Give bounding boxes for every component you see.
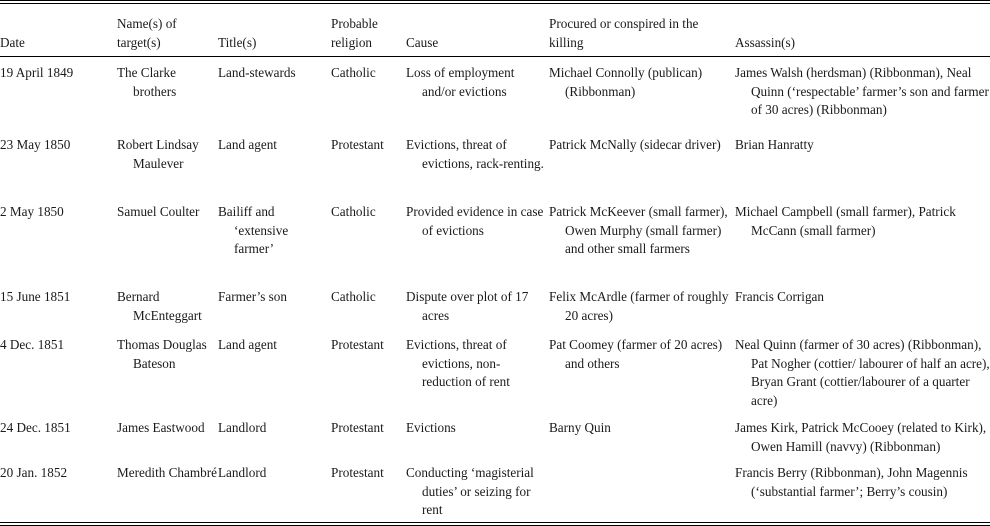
cell-date: 2 May 1850: [0, 204, 64, 219]
header-assassins: Assassin(s): [735, 34, 796, 50]
cell-religion: Protestant: [331, 420, 384, 435]
cell-target: James Eastwood: [117, 420, 205, 435]
cell-date: 23 May 1850: [0, 137, 71, 152]
header-religion: Probable religion: [331, 16, 378, 50]
header-targets: Name(s) of target(s): [117, 16, 177, 50]
table-row: [0, 411, 990, 456]
cell-date: 4 Dec. 1851: [0, 337, 65, 352]
top-double-rule-1: [0, 0, 990, 1]
cell-religion: Catholic: [331, 204, 376, 219]
cell-cause: Conducting ‘magisterial duties’ or seizing for rent: [406, 465, 534, 517]
cell-procured: Pat Coomey (farmer of 20 acres) and others: [549, 337, 723, 371]
cell-title: Land-stewards: [218, 65, 296, 80]
top-double-rule-2: [0, 3, 990, 4]
header-procured: Procured or conspired in the killing: [549, 16, 699, 50]
cell-target: Meredith Chambré: [117, 465, 217, 480]
cell-target: Bernard McEnteggart: [117, 289, 202, 323]
cell-procured: [549, 456, 735, 520]
cell-date: 19 April 1849: [0, 65, 74, 80]
header-cause: Cause: [406, 34, 439, 50]
cell-assassins: Francis Corrigan: [735, 289, 824, 304]
cell-religion: Protestant: [331, 337, 384, 352]
header-date: Date: [0, 34, 25, 50]
cell-target: The Clarke brothers: [117, 65, 177, 99]
table-row: [0, 456, 990, 520]
bottom-double-rule-1: [0, 522, 990, 523]
cell-title: Bailiff and ‘extensive farmer’: [218, 204, 289, 256]
cell-assassins: Michael Campbell (small farmer), Patrick McCann (small farmer): [735, 204, 956, 238]
cell-assassins: James Walsh (herdsman) (Ribbonman), Neal Quinn (‘respectable’ farmer’s son and farmer of 30 acres) (Ribbonman): [735, 65, 989, 117]
cell-religion: Protestant: [331, 137, 384, 152]
cell-target: Samuel Coulter: [117, 204, 200, 219]
cell-cause: Evictions: [406, 420, 456, 435]
cell-title: Land agent: [218, 337, 277, 352]
cell-date: 20 Jan. 1852: [0, 465, 68, 480]
cell-cause: Evictions, threat of evictions, non-reduction of rent: [406, 337, 510, 389]
cell-cause: Dispute over plot of 17 acres: [406, 289, 529, 323]
cell-religion: Catholic: [331, 289, 376, 304]
cell-date: 24 Dec. 1851: [0, 420, 71, 435]
cell-cause: Provided evidence in case of evictions: [406, 204, 544, 238]
table-row: [0, 56, 990, 128]
assassinations-table: [0, 6, 990, 520]
cell-procured: Patrick McKeever (small farmer), Owen Murphy (small farmer) and other small farmers: [549, 204, 728, 256]
cell-assassins: Francis Berry (Ribbonman), John Magennis (‘substantial farmer’; Berry’s cousin): [735, 465, 968, 499]
cell-cause: Loss of employment and/or evictions: [406, 65, 515, 99]
cell-procured: Michael Connolly (publican) (Ribbonman): [549, 65, 703, 99]
cell-title: Landlord: [218, 465, 267, 480]
cell-target: Robert Lindsay Maulever: [117, 137, 199, 171]
cell-procured: Patrick McNally (sidecar driver): [549, 137, 721, 152]
cell-date: 15 June 1851: [0, 289, 71, 304]
cell-religion: Protestant: [331, 465, 384, 480]
header-row: [0, 6, 990, 56]
cell-title: Farmer’s son: [218, 289, 287, 304]
cell-procured: Barny Quin: [549, 420, 611, 435]
table-row: [0, 128, 990, 195]
cell-assassins: Neal Quinn (farmer of 30 acres) (Ribbonman), Pat Nogher (cottier/ labourer of half an acre), Bryan Grant (cottier/labourer of a quarter acre): [735, 337, 990, 408]
cell-procured: Felix McArdle (farmer of roughly 20 acres): [549, 289, 729, 323]
cell-cause: Evictions, threat of evictions, rack-renting.: [406, 137, 544, 171]
header-titles: Title(s): [218, 34, 257, 50]
cell-title: Land agent: [218, 137, 277, 152]
table-row: [0, 195, 990, 280]
cell-target: Thomas Douglas Bateson: [117, 337, 207, 371]
table-row: [0, 280, 990, 328]
cell-assassins: Brian Hanratty: [735, 137, 814, 152]
cell-assassins: James Kirk, Patrick McCooey (related to Kirk), Owen Hamill (navvy) (Ribbonman): [735, 420, 987, 454]
table-row: [0, 328, 990, 411]
cell-title: Landlord: [218, 420, 267, 435]
cell-religion: Catholic: [331, 65, 376, 80]
